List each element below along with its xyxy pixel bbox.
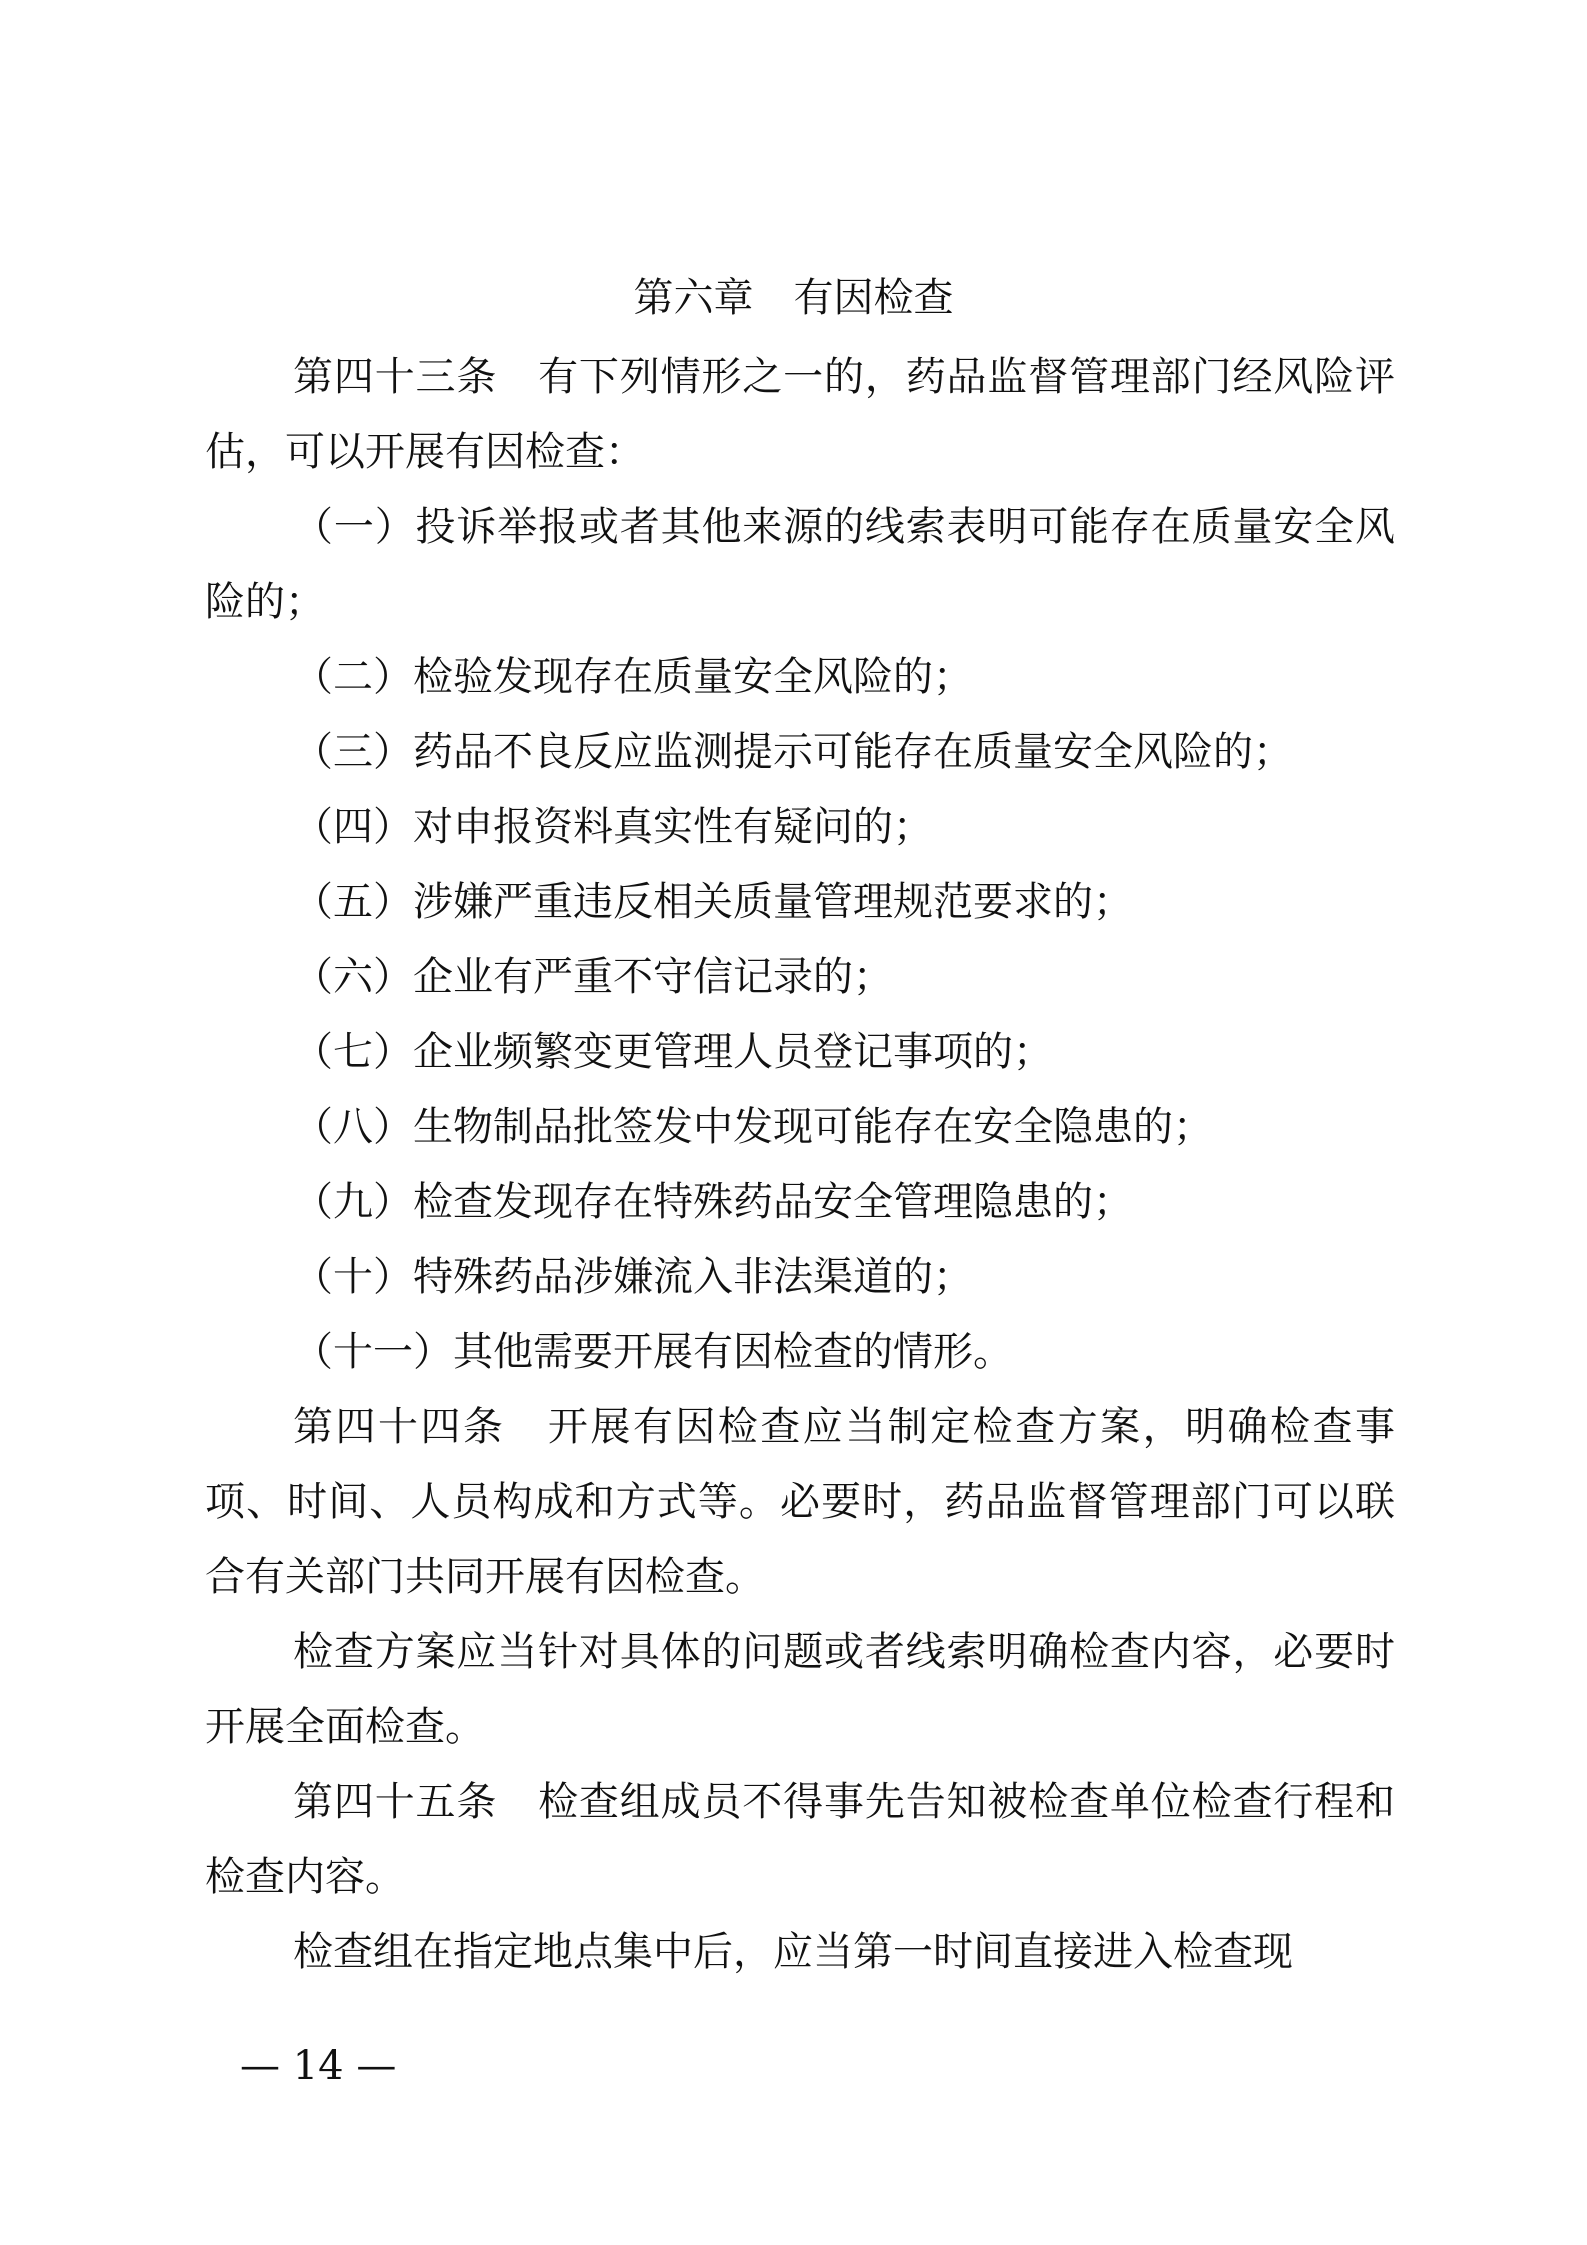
article-43-item-4: （四）对申报资料真实性有疑问的； (293, 804, 933, 850)
article-44-paragraph-2: 检查方案应当针对具体的问题或者线索明确检查内容，必要时开展全面检查。 (205, 1629, 1395, 1750)
article-43-item-6: （六）企业有严重不守信记录的； (293, 954, 893, 1000)
article-43: 第四十三条 有下列情形之一的，药品监督管理部门经风险评估，可以开展有因检查： (205, 354, 1395, 475)
article-43-item-1: （一）投诉举报或者其他来源的线索表明可能存在质量安全风险的； (205, 504, 1395, 625)
article-45-paragraph-2: 检查组在指定地点集中后，应当第一时间直接进入检查现 (293, 1929, 1293, 1975)
article-43-item-8: （八）生物制品批签发中发现可能存在安全隐患的； (293, 1104, 1213, 1150)
article-43-item-5: （五）涉嫌严重违反相关质量管理规范要求的； (293, 879, 1133, 925)
body-text (205, 340, 1395, 1990)
article-45: 第四十五条 检查组成员不得事先告知被检查单位检查行程和检查内容。 (205, 1779, 1395, 1900)
article-44: 第四十四条 开展有因检查应当制定检查方案，明确检查事项、时间、人员构成和方式等。必要时，药品监督管理部门可以联合有关部门共同开展有因检查。 (205, 1404, 1395, 1600)
article-43-item-7: （七）企业频繁变更管理人员登记事项的； (293, 1029, 1053, 1075)
chapter-title: 第六章 有因检查 (633, 275, 954, 321)
article-43-item-9: （九）检查发现存在特殊药品安全管理隐患的； (293, 1179, 1133, 1225)
article-43-item-10: （十）特殊药品涉嫌流入非法渠道的； (293, 1254, 973, 1300)
article-43-item-2: （二）检验发现存在质量安全风险的； (293, 654, 973, 700)
article-43-item-3: （三）药品不良反应监测提示可能存在质量安全风险的； (293, 729, 1293, 775)
article-43-item-11: （十一）其他需要开展有因检查的情形。 (293, 1329, 1013, 1375)
page-number: — 14 — (240, 2043, 397, 2089)
